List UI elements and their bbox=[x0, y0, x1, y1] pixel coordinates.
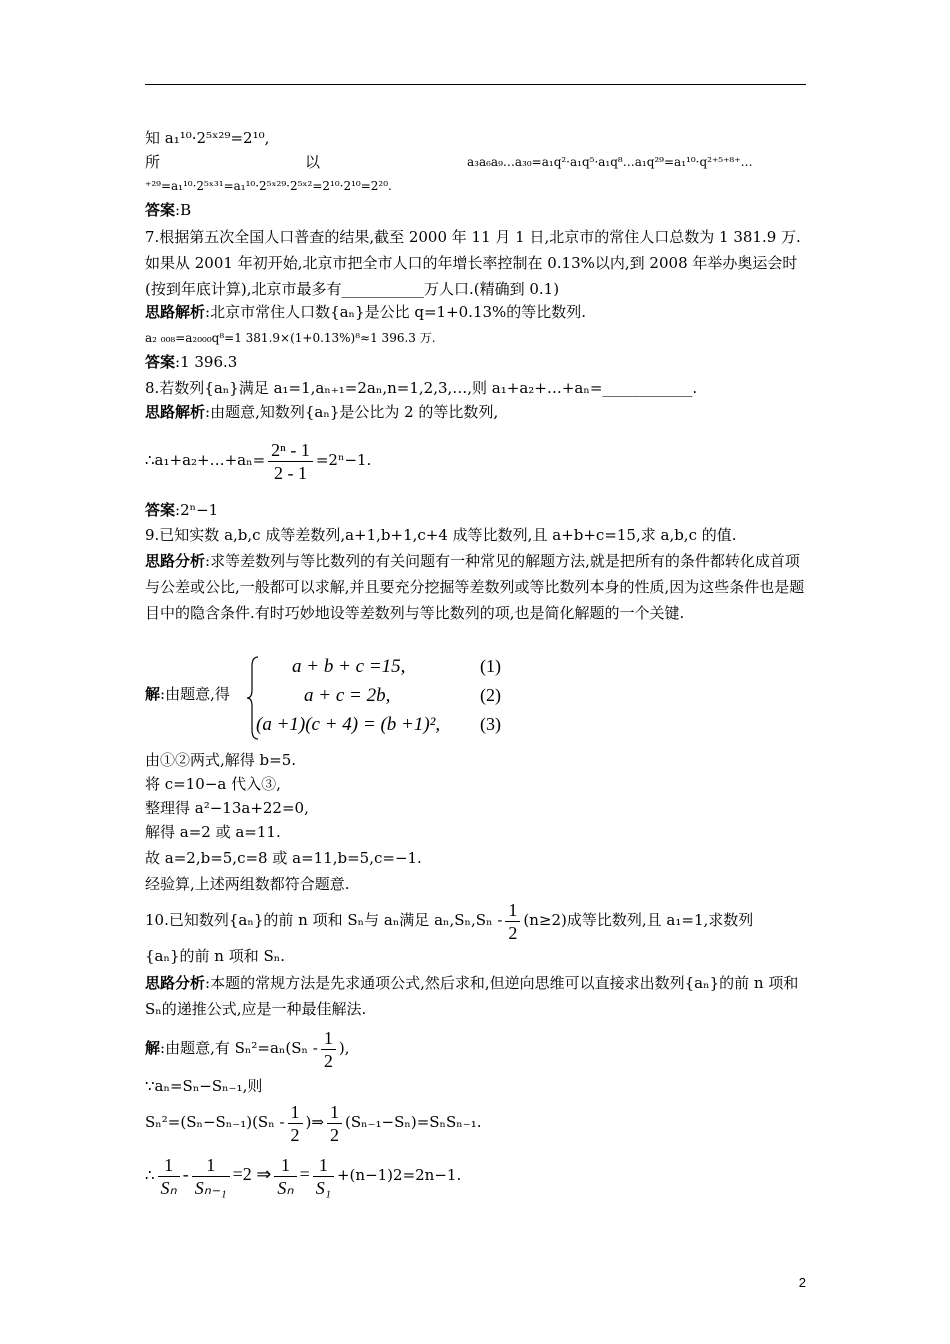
conclusion-line: ∴ $\frac{1}{\text{Sₙ}}$ - $\frac{1}{\text{Sₙ₋₁}}$ =2 ⇒ $\frac{1}{\text{Sₙ}}$ = $\frac{1}{\text{S₁}}$ +(n−1)2=2n−1. bbox=[145, 1154, 462, 1198]
header-rule bbox=[145, 84, 806, 85]
since-line: ∵aₙ=Sₙ−Sₙ₋₁,则 bbox=[145, 1077, 263, 1095]
step-2: 将 c=10−a 代入③, bbox=[145, 775, 281, 793]
q7-calc: a₂ ₀₀₈=a₂₀₀₀q⁸=1 381.9×(1+0.13%)⁸≈1 396.3 万. bbox=[145, 331, 436, 345]
half-fraction: $\frac{1}{2}$ bbox=[505, 899, 520, 944]
reciprocal-fraction: $\frac{1}{\text{Sₙ}}$ bbox=[158, 1154, 180, 1199]
line-1: 知 a₁¹⁰·2⁵ˣ²⁹=2¹⁰, bbox=[145, 129, 270, 147]
line-2: 所 以 a₃a₆a₉…a₃₀=a₁q²·a₁q⁵·a₁q⁸…a₁q²⁹=a₁¹⁰·q²⁺⁵⁺⁸⁺… bbox=[145, 153, 753, 171]
q10-solution: 解:由题意,有 Sₙ²=aₙ(Sₙ - $\frac{1}{2}$ ), bbox=[145, 1027, 350, 1071]
q8-hint: 思路解析:由题意,知数列{aₙ}是公比为 2 的等比数列, bbox=[145, 403, 499, 421]
q9-hint: 思路分析:求等差数列与等比数列的有关问题有一种常见的解题方法,就是把所有的条件都转化成首项与公差或公比,一般都可以求解,并且要充分挖掘等差数列或等比数列本身的性质,因为这些条件也是题目中的隐含条件.有时巧妙地设等差数列与等比数列的项,也是简化解题的一个关键. bbox=[145, 552, 805, 622]
step-1: 由①②两式,解得 b=5. bbox=[145, 751, 297, 769]
question-10: 10.已知数列{aₙ}的前 n 项和 Sₙ与 aₙ满足 aₙ,Sₙ,Sₙ - $\frac{1}{2}$ (n≥2)成等比数列,且 a₁=1,求数列 bbox=[145, 899, 754, 943]
half-fraction: $\frac{1}{2}$ bbox=[321, 1027, 336, 1072]
reciprocal-fraction: $\frac{1}{\text{Sₙ}}$ bbox=[274, 1154, 296, 1199]
equation-3: (a +1)(c + 4) = (b +1)², bbox=[256, 714, 441, 735]
equation-1: a + b + c =15, bbox=[292, 656, 406, 677]
q9-solution: 解:由题意,得 bbox=[145, 685, 230, 703]
q8-fraction: $\frac{\text{2ⁿ - 1}}{2 - 1}$ bbox=[268, 439, 313, 484]
step-5: 故 a=2,b=5,c=8 或 a=11,b=5,c=−1. bbox=[145, 849, 422, 867]
q10-hint: 思路分析:本题的常规方法是先求通项公式,然后求和,但逆向思维可以直接求出数列{aₙ}的前 n 项和 Sₙ的递推公式,应是一种最佳解法. bbox=[145, 974, 799, 1018]
question-8: 8.若数列{aₙ}满足 a₁=1,aₙ₊₁=2aₙ,n=1,2,3,…,则 a₁+a₂+…+aₙ=____________. bbox=[145, 379, 698, 397]
reciprocal-fraction: $\frac{1}{\text{Sₙ₋₁}}$ bbox=[192, 1154, 230, 1199]
answer-7: 答案:1 396.3 bbox=[145, 353, 238, 371]
equation-1-number: (1) bbox=[480, 656, 501, 676]
q8-sum: ∴a₁+a₂+…+aₙ= $\frac{\text{2ⁿ - 1}}{2 - 1}$ =2ⁿ−1. bbox=[145, 439, 372, 483]
half-fraction: $\frac{1}{2}$ bbox=[327, 1101, 342, 1146]
reciprocal-fraction: $\frac{1}{\text{S₁}}$ bbox=[313, 1154, 334, 1199]
step-4: 解得 a=2 或 a=11. bbox=[145, 823, 281, 841]
equation-2: a + c = 2b, bbox=[304, 685, 391, 706]
question-7: 7.根据第五次全国人口普查的结果,截至 2000 年 11 月 1 日,北京市的常住人口总数为 1 381.9 万.如果从 2001 年初开始,北京市把全市人口的年增长率控制在 0.13%以内,到 2008 年举办奥运会时(按到年底计算),北京市最多有___________万人口.(精确到 0.1) bbox=[145, 228, 801, 298]
line-3: ⁺²⁹=a₁¹⁰·2⁵ˣ³¹=a₁¹⁰·2⁵ˣ²⁹·2⁵ˣ²=2¹⁰·2¹⁰=2²⁰. bbox=[145, 179, 392, 193]
equation-2-number: (2) bbox=[480, 685, 501, 705]
page-number: 2 bbox=[798, 1275, 806, 1290]
answer-8: 答案:2ⁿ−1 bbox=[145, 501, 219, 519]
step-6: 经验算,上述两组数都符合题意. bbox=[145, 875, 350, 893]
equation-3-number: (3) bbox=[480, 714, 501, 734]
half-fraction: $\frac{1}{2}$ bbox=[288, 1101, 303, 1146]
step-3: 整理得 a²−13a+22=0, bbox=[145, 799, 309, 817]
q7-hint: 思路解析:北京市常住人口数{aₙ}是公比 q=1+0.13%的等比数列. bbox=[145, 303, 587, 321]
question-9: 9.已知实数 a,b,c 成等差数列,a+1,b+1,c+4 成等比数列,且 a+b+c=15,求 a,b,c 的值. bbox=[145, 526, 737, 544]
derivation-line: Sₙ²=(Sₙ−Sₙ₋₁)(Sₙ - $\frac{1}{2}$ )⇒ $\frac{1}{2}$ (Sₙ₋₁−Sₙ)=SₙSₙ₋₁. bbox=[145, 1101, 482, 1145]
question-10-cont: {aₙ}的前 n 项和 Sₙ. bbox=[145, 947, 286, 965]
answer-6: 答案:B bbox=[145, 201, 192, 219]
